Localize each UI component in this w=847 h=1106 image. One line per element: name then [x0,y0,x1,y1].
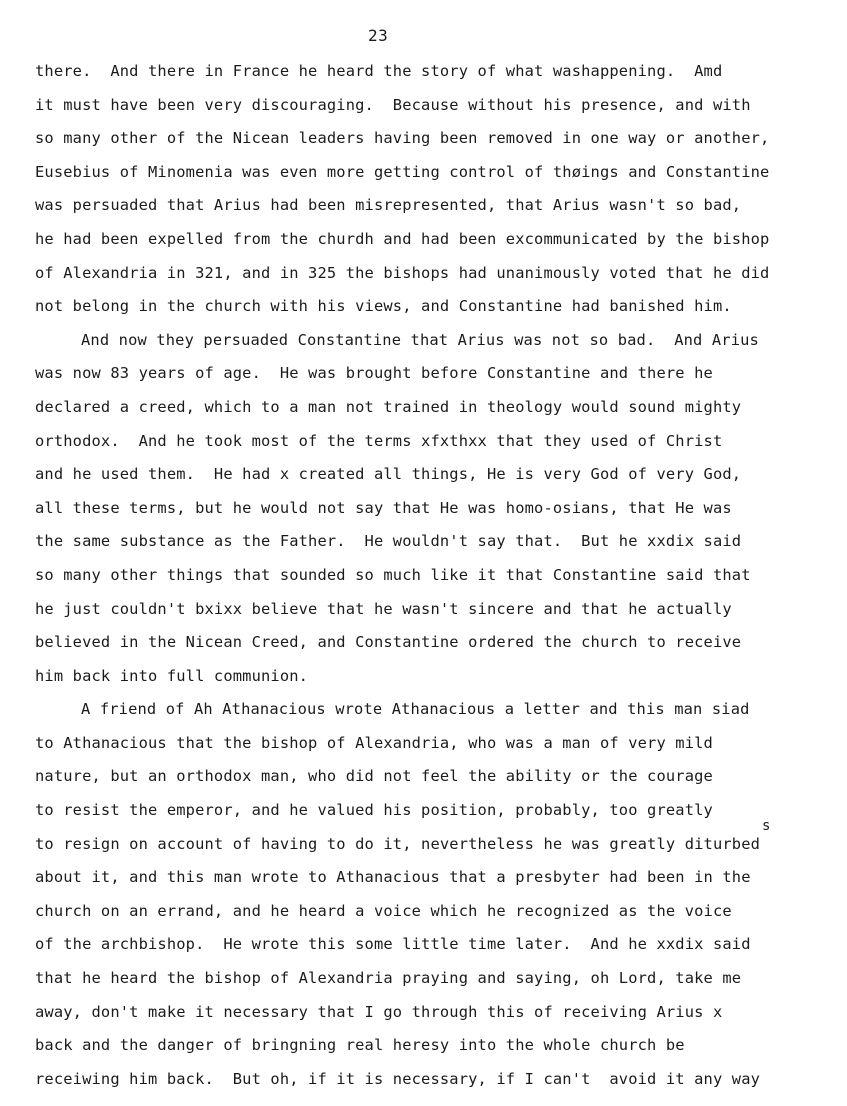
handwritten-insertion-mark: s [762,818,771,834]
text-line-paragraph-start: And now they persuaded Constantine that Arius was not so bad. And Arius [81,330,759,349]
text-line: and he used them. He had x created all things, He is very God of very God, [35,465,742,484]
body-text [0,59,847,1100]
text-line: nature, but an orthodox man, who did not feel the ability or the courage [35,767,713,786]
text-line: so many other things that sounded so much like it that Constantine said that [35,565,751,584]
text-line: there. And there in France he heard the story of what washappening. Amd [35,62,723,80]
text-line: away, don't make it necessary that I go through this of receiving Arius x [35,1002,723,1021]
text-line: to Athanacious that the bishop of Alexandria, who was a man of very mild [35,733,713,752]
text-line: receiwing him back. But oh, if it is necessary, if I can't avoid it any way [35,1069,761,1088]
text-line: so many other of the Nicean leaders having been removed in one way or another, [35,129,770,148]
text-line: of the archbishop. He wrote this some little time later. And he xxdix said [35,935,751,954]
text-line: to resign on account of having to do it, nevertheless he was greatly diturbed [35,834,761,853]
text-line: he just couldn't bxixx believe that he wasn't sincere and that he actually [35,599,732,618]
text-line: was now 83 years of age. He was brought before Constantine and there he [35,364,713,383]
text-line: was persuaded that Arius had been misrepresented, that Arius wasn't so bad, [35,196,742,215]
text-line: Eusebius of Minomenia was even more getting control of thøings and Constantine [35,162,770,181]
text-line: that he heard the bishop of Alexandria praying and saying, oh Lord, take me [35,969,742,988]
text-line: back and the danger of bringning real heresy into the whole church be [35,1036,685,1055]
text-line: the same substance as the Father. He wouldn't say that. But he xxdix said [35,532,742,551]
text-line: it must have been very discouraging. Because without his presence, and with [35,95,751,114]
text-line: church on an errand, and he heard a voice which he recognized as the voice [35,901,732,920]
text-line: about it, and this man wrote to Athanacious that a presbyter had been in the [35,868,751,887]
text-line: declared a creed, which to a man not trained in theology would sound mighty [35,397,742,416]
text-line: believed in the Nicean Creed, and Constantine ordered the church to receive [35,633,742,652]
text-line: him back into full communion. [35,666,309,685]
text-line: he had been expelled from the churdh and had been excommunicated by the bishop [35,229,770,248]
text-line: not belong in the church with his views, and Constantine had banished him. [35,297,732,316]
text-line-paragraph-start: A friend of Ah Athanacious wrote Athanacious a letter and this man siad [81,700,750,719]
text-line: orthodox. And he took most of the terms xfxthxx that they used of Christ [35,431,723,450]
text-line: to resist the emperor, and he valued his position, probably, too greatly [35,801,713,820]
text-line: all these terms, but he would not say that He was homo-osians, that He was [35,498,732,517]
text-line: of Alexandria in 321, and in 325 the bishops had unanimously voted that he did [35,263,770,282]
page-number: 23 [368,26,389,45]
